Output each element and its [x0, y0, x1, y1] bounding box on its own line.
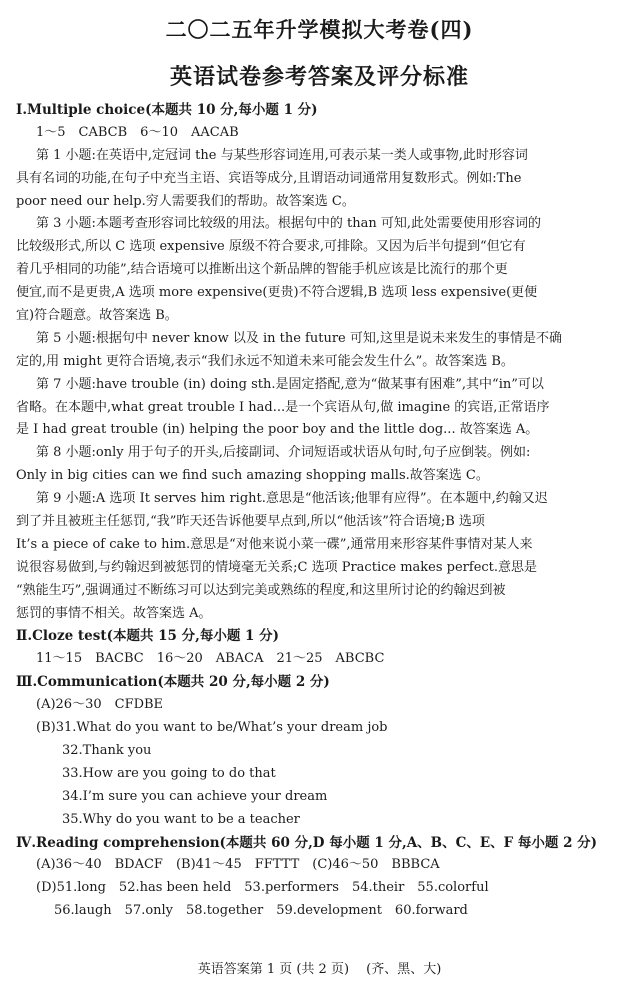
- section-heading-multiple-choice: Ⅰ.Multiple choice(本题共 10 分,每小题 1 分): [16, 102, 318, 118]
- section-heading-cloze-test: Ⅱ.Cloze test(本题共 15 分,每小题 1 分): [16, 628, 280, 645]
- explanation-line: 到了并且被班主任惩罚,“我”昨天还告诉他要早点到,所以“他活该”符合语境;B 选项: [16, 514, 485, 530]
- page-footer: 英语答案第 1 页 (共 2 页) (齐、黑、大): [197, 962, 442, 977]
- explanation-line: 着几乎相同的功能”,结合语境可以推断出这个新品牌的智能手机应该是比流行的那个更: [16, 262, 508, 278]
- answer-line: (A)26～30 CFDBE: [36, 697, 164, 713]
- answer-line: 32.Thank you: [62, 742, 152, 758]
- answer-content: [16, 99, 628, 923]
- explanation-line: 第 5 小题:根据句中 never know 以及 in the future 可知,这里是说未来发生的事情是不确: [36, 330, 563, 346]
- explanation-line: 是 I had great trouble (in) helping the poor boy and the little dog... 故答案选 A。: [16, 422, 539, 438]
- section-heading-communication: Ⅲ.Communication(本题共 20 分,每小题 2 分): [16, 674, 330, 691]
- answer-line: 35.Why do you want to be a teacher: [62, 811, 300, 827]
- explanation-line: 定的,用 might 更符合语境,表示“我们永远不知道未来可能会发生什么”。故答案选 B。: [16, 353, 514, 369]
- explanation-line: 省略。在本题中,what great trouble I had...是一个宾语从句,做 imagine 的宾语,正常语序: [16, 399, 550, 415]
- explanation-line: It’s a piece of cake to him.意思是“对他来说小菜一碟”,通常用来形容某件事情对某人来: [16, 536, 533, 552]
- answer-line: 33.How are you going to do that: [62, 765, 276, 781]
- exam-title: 二〇二五年升学模拟大考卷(四): [165, 17, 474, 42]
- explanation-line: 第 3 小题:本题考查形容词比较级的用法。根据句中的 than 可知,此处需要使用形容词的: [36, 216, 542, 232]
- answer-line: 34.I’m sure you can achieve your dream: [62, 788, 328, 804]
- answer-line: (B)31.What do you want to be/What’s your dream job: [36, 720, 388, 736]
- explanation-line: 宜)符合题意。故答案选 B。: [16, 308, 178, 324]
- section-heading-reading-comprehension: Ⅳ.Reading comprehension(本题共 60 分,D 每小题 1 分,A、B、C、E、F 每小题 2 分): [16, 834, 598, 851]
- answer-line: (A)36～40 BDACF (B)41～45 FFTTT (C)46～50 BBBCA: [36, 857, 440, 873]
- answer-line: (D)51.long 52.has been held 53.performers 54.their 55.colorful: [36, 880, 489, 896]
- explanation-line: 第 1 小题:在英语中,定冠词 the 与某些形容词连用,可表示某一类人或事物,此时形容词: [36, 147, 528, 163]
- explanation-line: 第 8 小题:only 用于句子的开头,后接副词、介词短语或状语从句时,句子应倒装。例如:: [36, 445, 531, 461]
- document-subtitle: 英语试卷参考答案及评分标准: [169, 64, 469, 90]
- explanation-line: 比较级形式,所以 C 选项 expensive 原级不符合要求,可排除。又因为后半句提到“但它有: [16, 239, 526, 255]
- explanation-line: 惩罚的事情不相关。故答案选 A。: [16, 605, 212, 621]
- answer-line: 1～5 CABCB 6～10 AACAB: [36, 124, 239, 140]
- answer-line: 11～15 BACBC 16～20 ABACA 21～25 ABCBC: [36, 651, 385, 667]
- explanation-line: 便宜,而不是更贵,A 选项 more expensive(更贵)不符合逻辑,B 选项 less expensive(更便: [16, 285, 538, 301]
- explanation-line: poor need our help.穷人需要我们的帮助。故答案选 C。: [16, 193, 355, 209]
- explanation-line: 具有名词的功能,在句子中充当主语、宾语等成分,且谓语动词通常用复数形式。例如:The: [16, 170, 522, 186]
- explanation-line: 说很容易做到,与约翰迟到被惩罚的情境毫无关系;C 选项 Practice makes perfect.意思是: [16, 559, 538, 575]
- explanation-line: 第 7 小题:have trouble (in) doing sth.是固定搭配,意为“做某事有困难”,其中“in”可以: [36, 376, 544, 392]
- explanation-line: 第 9 小题:A 选项 It serves him right.意思是“他活该;他罪有应得”。在本题中,约翰又迟: [36, 491, 548, 507]
- answer-line: 56.laugh 57.only 58.together 59.development 60.forward: [54, 903, 468, 919]
- explanation-line: “熟能生巧”,强调通过不断练习可以达到完美或熟练的程度,和这里所讨论的约翰迟到被: [16, 582, 506, 598]
- explanation-line: Only in big cities can we find such amazing shopping malls.故答案选 C。: [16, 468, 489, 484]
